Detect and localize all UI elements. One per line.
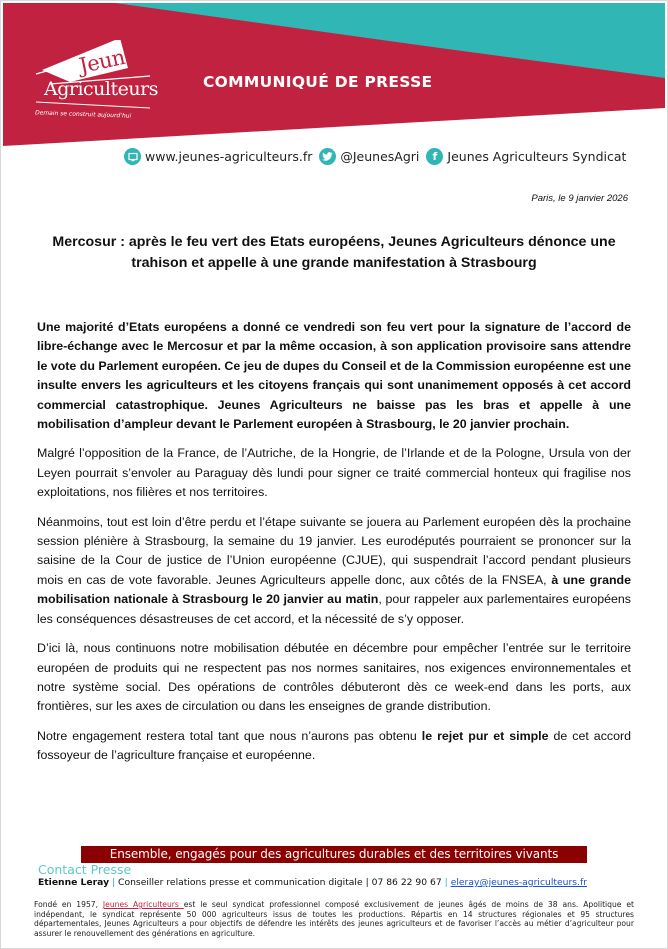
about-ja-link[interactable]: Jeunes Agriculteurs [102, 900, 184, 909]
contact-title: Contact Presse [38, 862, 132, 877]
article-body [37, 318, 631, 776]
paragraph-3-emphasis: à une grande mobilisation nationale à Strasbourg le 20 janvier au matin [37, 572, 631, 607]
paragraph-5-text-a: Notre engagement restera total tant que nous n’aurons pas obtenu [37, 728, 422, 743]
paragraph-5 [37, 727, 631, 766]
logo-word-jeunes: Jeunes [77, 40, 149, 78]
headline: Mercosur : après le feu vert des Etats européens, Jeunes Agriculteurs dénonce une trahison et appelle à une grande manifestation à Strasbourg [52, 234, 616, 271]
logo-word-agriculteurs: Agriculteurs [44, 78, 158, 100]
logo[interactable] [30, 40, 170, 130]
separator: | [365, 877, 369, 888]
web-icon [124, 148, 141, 165]
logo-tagline: Demain se construit aujourd'hui [34, 109, 132, 120]
paragraph-2: Malgré l’opposition de la France, de l’Autriche, de la Hongrie, de l’Irlande et de la Pologne, Ursula von der Leyen pourrait s’envoler au Paraguay dès lundi pour signer ce traité commercial honteux qui fragilise nos exploitations, nos filières et nos territoires. [37, 446, 631, 500]
header-banner [0, 0, 668, 150]
contact-role: Conseiller relations presse et communication digitale [118, 877, 363, 888]
separator: | [444, 877, 448, 888]
paragraph-4: D’ici là, nous continuons notre mobilisation débutée en décembre pour empêcher l’entrée sur le territoire européen de produits qui ne respectent pas nos normes sanitaires, nos exigences environnementales et notre système social. Des opérations de contrôles débuteront dès ce week-end dans les ports, aux frontières, sur les axes de circulation ou dans les enseignes de grande distribution. [37, 641, 631, 714]
social-links [124, 148, 633, 165]
lead-paragraph: Une majorité d’Etats européens a donné ce vendredi son feu vert pour la signature de l’accord de libre-échange avec le Mercosur et par la même occasion, à son application provisoire sans attendre le vote du Parlement européen. Ce jeu de dupes du Conseil et de la Commission européenne est une insulte envers les agriculteurs et les citoyens français qui sont unanimement opposés à cet accord commercial catastrophique. Jeunes Agriculteurs ne baisse pas les bras et appelle à une mobilisation d’ampleur devant le Parlement européen à Strasbourg, le 20 janvier prochain. [37, 320, 631, 432]
paragraph-5-emphasis: le rejet pur et simple [421, 728, 549, 743]
facebook-icon: f [426, 148, 443, 165]
contact-name: Etienne Leray [38, 877, 110, 888]
contact-line [38, 877, 587, 888]
slogan-bar: Ensemble, engagés pour des agricultures durables et des territoires vivants [81, 846, 587, 863]
facebook-label: Jeunes Agriculteurs Syndicat [447, 149, 627, 164]
about-paragraph [34, 900, 634, 938]
about-text-b: est le seul syndicat professionnel composé exclusivement de jeunes âgés de moins de 38 ans. Apolitique et indépendant, le syndicat représente 50 000 agriculteurs issus de toutes les productions. Répartis en 14 structures régionales et 95 structures départementales, Jeunes Agriculteurs a pour objectifs de défendre les intérêts des jeunes agriculteurs et de favoriser l’accès au métier d’agriculteur pour assurer le renouvellement des générations en agriculture. [34, 900, 634, 938]
paragraph-3-text-a: Néanmoins, tout est loin d’être perdu et l’étape suivante se jouera au Parlement européen dès la prochaine session plénière à Strasbourg, la semaine du 19 janvier. Les eurodéputés pourraient se prononcer sur la saisine de la Cour de justice de l’Union européenne (CJUE), qui suspendrait l’accord pendant plusieurs mois en cas de vote favorable. Jeunes Agriculteurs appelle donc, aux côtés de la FNSEA, [37, 514, 631, 587]
facebook-link[interactable] [426, 148, 626, 165]
twitter-icon [319, 148, 336, 165]
website-link[interactable] [124, 148, 312, 165]
website-label: www.jeunes-agriculteurs.fr [145, 149, 313, 164]
paragraph-5-text-b: de cet accord fossoyeur de l’agriculture française et européenne. [37, 728, 631, 763]
paragraph-3-text-b: , pour rappeler aux parlementaires européens les conséquences désastreuses de cet accord, et la nécessité de s’y opposer. [37, 592, 631, 626]
twitter-link[interactable] [319, 148, 419, 165]
dateline: Paris, le 9 janvier 2026 [531, 193, 628, 204]
twitter-label: @JeunesAgri [340, 149, 420, 164]
separator: | [112, 877, 116, 888]
contact-email-link[interactable]: eleray@jeunes-agriculteurs.fr [450, 877, 587, 888]
about-text-a: Fondé en 1957, [34, 900, 103, 909]
page-title: COMMUNIQUÉ DE PRESSE [203, 73, 433, 91]
paragraph-3 [37, 513, 631, 629]
contact-phone[interactable]: 07 86 22 90 67 [371, 877, 442, 888]
